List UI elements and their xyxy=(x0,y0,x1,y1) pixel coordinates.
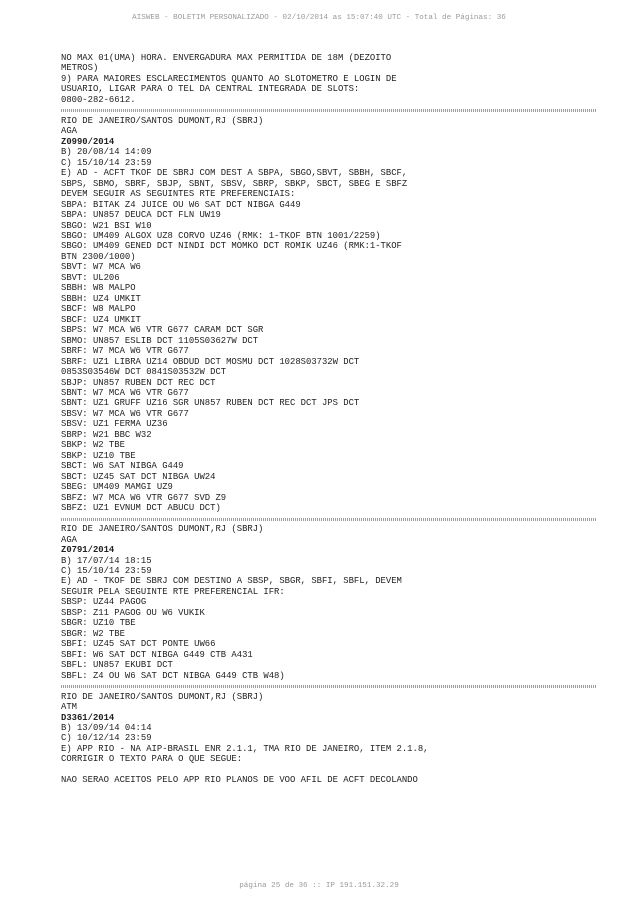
notam-bulletin-body xyxy=(61,53,586,786)
text-line: SBRF: W7 MCA W6 VTR G677 xyxy=(61,346,189,357)
text-line: AGA xyxy=(61,126,77,137)
text-line: SBNT: W7 MCA W6 VTR G677 xyxy=(61,388,189,398)
text-line: SBRP: W21 BBC W32 xyxy=(61,429,152,440)
text-line: SBSV: W7 MCA W6 VTR G677 xyxy=(61,408,189,419)
text-line: USUARIO, LIGAR PARA O TEL DA CENTRAL INTEGRADA DE SLOTS: xyxy=(61,84,360,95)
text-line: RIO DE JANEIRO/SANTOS DUMONT,RJ (SBRJ) xyxy=(61,691,264,702)
text-line: SBFZ: W7 MCA W6 VTR G677 SVD Z9 xyxy=(61,492,227,503)
text-line: SBPS, SBMO, SBRF, SBJP, SBNT, SBSV, SBRP, SBKP, SBCT, SBEG E SBFZ xyxy=(61,178,408,189)
text-line: METROS) xyxy=(61,63,99,74)
text-line: SBPA: UN857 DEUCA DCT FLN UW19 xyxy=(61,210,221,221)
text-line: 0800-282-6612. xyxy=(61,94,136,105)
page-header: AISWEB - BOLETIM PERSONALIZADO - 02/10/2014 as 15:07:40 UTC - Total de Páginas: 36 xyxy=(132,14,506,22)
text-line: NO MAX 01(UMA) HORA. ENVERGADURA MAX PERMITIDA DE 18M (DEZOITO xyxy=(61,53,392,63)
text-line: B) 17/07/14 18:15 xyxy=(61,555,152,566)
notam-id: Z0990/2014 xyxy=(61,136,115,147)
text-line: SBKP: UZ10 TBE xyxy=(61,450,136,461)
text-line: SBPA: BITAK Z4 JUICE OU W6 SAT DCT NIBGA G449 xyxy=(61,199,301,210)
text-line: ATM xyxy=(61,702,77,713)
text-line: SBFI: W6 SAT DCT NIBGA G449 CTB A431 xyxy=(61,649,253,660)
text-line: AGA xyxy=(61,534,77,545)
text-line: SBCF: UZ4 UMKIT xyxy=(61,314,141,325)
text-line: SBMO: UN857 ESLIB DCT 1105S03627W DCT xyxy=(61,335,259,346)
text-line: SBGR: W2 TBE xyxy=(61,628,125,639)
text-line: SBGR: UZ10 TBE xyxy=(61,618,136,629)
blank-line xyxy=(61,765,586,775)
text-line: RIO DE JANEIRO/SANTOS DUMONT,RJ (SBRJ) xyxy=(61,115,264,126)
text-line: SBGO: UM409 GENED DCT NINDI DCT MOMKO DCT ROMIK UZ46 (RMK:1-TKOF xyxy=(61,241,402,252)
text-line: C) 15/10/14 23:59 xyxy=(61,565,152,576)
text-line: SBGO: W21 BSI W10 xyxy=(61,220,152,231)
text-line: SBFL: Z4 OU W6 SAT DCT NIBGA G449 CTB W48) xyxy=(61,670,285,681)
text-line: C) 10/12/14 23:59 xyxy=(61,733,152,744)
text-line: RIO DE JANEIRO/SANTOS DUMONT,RJ (SBRJ) xyxy=(61,524,264,535)
section-separator xyxy=(61,514,586,524)
notam-id: Z0791/2014 xyxy=(61,545,115,556)
text-line: E) AD - TKOF DE SBRJ COM DESTINO A SBSP, SBGR, SBFI, SBFL, DEVEM xyxy=(61,576,402,587)
text-line: B) 20/08/14 14:09 xyxy=(61,147,152,158)
section-separator xyxy=(61,681,586,691)
text-line: SBKP: W2 TBE xyxy=(61,440,125,451)
text-line: SBGO: UM409 ALGOX UZ8 CORVO UZ46 (RMK: 1-TKOF BTN 1001/2259) xyxy=(61,230,381,241)
text-line: B) 13/09/14 04:14 xyxy=(61,723,152,733)
text-line: 0853S03546W DCT 0841S03532W DCT xyxy=(61,367,227,378)
page-footer: página 25 de 36 :: IP 191.151.32.29 xyxy=(239,882,399,890)
text-line: SBVT: UL206 xyxy=(61,272,120,283)
text-line: SBSV: UZ1 FERMA UZ36 xyxy=(61,419,168,430)
text-line: SBFL: UN857 EKUBI DCT xyxy=(61,660,173,671)
text-line: C) 15/10/14 23:59 xyxy=(61,157,152,168)
text-line: SEGUIR PELA SEGUINTE RTE PREFERENCIAL IFR: xyxy=(61,586,285,597)
text-line: SBEG: UM409 MAMGI UZ9 xyxy=(61,482,173,493)
notam-id: D3361/2014 xyxy=(61,712,115,723)
text-line: BTN 2300/1000) xyxy=(61,251,136,262)
text-line: SBVT: W7 MCA W6 xyxy=(61,262,141,273)
text-line: CORRIGIR O TEXTO PARA O QUE SEGUE: xyxy=(61,754,243,765)
text-line: SBBH: UZ4 UMKIT xyxy=(61,293,141,304)
text-line: NAO SERAO ACEITOS PELO APP RIO PLANOS DE VOO AFIL DE ACFT DECOLANDO xyxy=(61,775,418,786)
text-line: SBCF: W8 MALPO xyxy=(61,304,136,315)
text-line: 9) PARA MAIORES ESCLARECIMENTOS QUANTO AO SLOTOMETRO E LOGIN DE xyxy=(61,73,397,84)
text-line: E) AD - ACFT TKOF DE SBRJ COM DEST A SBPA, SBGO,SBVT, SBBH, SBCF, xyxy=(61,168,408,179)
text-line: DEVEM SEGUIR AS SEGUINTES RTE PREFERENCIAIS: xyxy=(61,189,296,200)
text-line: SBBH: W8 MALPO xyxy=(61,283,136,294)
text-line: SBSP: UZ44 PAGOG xyxy=(61,597,147,608)
text-line: SBCT: UZ45 SAT DCT NIBGA UW24 xyxy=(61,471,216,482)
text-line: SBJP: UN857 RUBEN DCT REC DCT xyxy=(61,377,216,388)
text-line: SBFI: UZ45 SAT DCT PONTE UW66 xyxy=(61,639,216,650)
text-line: SBNT: UZ1 GRUFF UZ16 SGR UN857 RUBEN DCT REC DCT JPS DCT xyxy=(61,398,360,409)
text-line: SBPS: W7 MCA W6 VTR G677 CARAM DCT SGR xyxy=(61,325,264,336)
text-line: SBSP: Z11 PAGOG OU W6 VUKIK xyxy=(61,607,205,618)
text-line: SBFZ: UZ1 EVNUM DCT ABUCU DCT) xyxy=(61,503,221,514)
text-line: E) APP RIO - NA AIP-BRASIL ENR 2.1.1, TMA RIO DE JANEIRO, ITEM 2.1.8, xyxy=(61,743,429,754)
text-line: SBCT: W6 SAT NIBGA G449 xyxy=(61,461,184,472)
text-line: SBRF: UZ1 LIBRA UZ14 OBDUD DCT MOSMU DCT 1028S03732W DCT xyxy=(61,356,360,367)
section-separator xyxy=(61,105,586,115)
